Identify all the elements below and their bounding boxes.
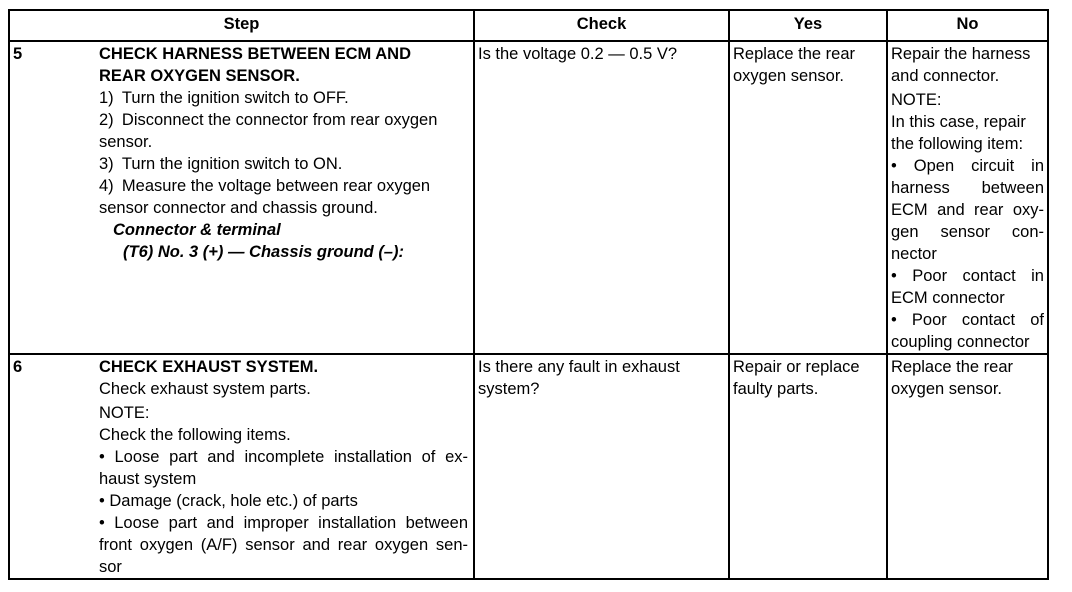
yes-cell: Replace the rear oxygen sensor.	[729, 41, 887, 354]
check-cell: Is there any fault in exhaust system?	[474, 354, 729, 579]
connector-title: Connector & terminal	[113, 221, 281, 239]
step-title: REAR OXYGEN SENSOR.	[99, 67, 300, 85]
no-main: Repair the harness and connector.	[891, 45, 1031, 85]
note-intro: In this case, repair the following item:	[891, 113, 1026, 153]
step-cell	[9, 354, 474, 579]
note-item: • Open circuit in harness between ECM and rear oxy-gen sensor con-nector	[891, 157, 1044, 263]
step-body	[99, 356, 470, 578]
note-item: • Loose part and improper installation between front oxygen (A/F) sensor and rear oxygen sen-sor	[99, 514, 468, 576]
note-item: • Poor contact in ECM connector	[891, 267, 1044, 307]
connector-spec: (T6) No. 3 (+) — Chassis ground (–):	[123, 243, 404, 261]
note-intro: Check the following items.	[99, 426, 291, 444]
step-number: 5	[13, 45, 23, 63]
instruction: 1) Turn the ignition switch to OFF.	[99, 89, 349, 107]
header-yes: Yes	[729, 10, 887, 41]
step-title: CHECK HARNESS BETWEEN ECM AND	[99, 45, 411, 63]
header-step: Step	[9, 10, 474, 41]
step-number: 6	[13, 358, 23, 376]
no-cell	[887, 41, 1048, 354]
check-cell: Is the voltage 0.2 — 0.5 V?	[474, 41, 729, 354]
note-item: • Poor contact of coupling connector	[891, 311, 1044, 351]
note-label: NOTE:	[99, 404, 150, 422]
instruction: 3) Turn the ignition switch to ON.	[99, 155, 343, 173]
header-check: Check	[474, 10, 729, 41]
note-item: • Loose part and incomplete installation of ex-haust system	[99, 448, 468, 488]
yes-cell: Repair or replace faulty parts.	[729, 354, 887, 579]
step-cell	[9, 41, 474, 354]
note-label: NOTE:	[891, 91, 942, 109]
diagnostic-table	[8, 9, 1049, 580]
step-title: CHECK EXHAUST SYSTEM.	[99, 358, 319, 376]
no-cell: Replace the rear oxygen sensor.	[887, 354, 1048, 579]
table-row	[9, 354, 1048, 579]
note-item: • Damage (crack, hole etc.) of parts	[99, 492, 358, 510]
header-no: No	[887, 10, 1048, 41]
header-row	[9, 10, 1048, 41]
instruction: 4) Measure the voltage between rear oxygen sensor connector and chassis ground.	[99, 177, 431, 217]
step-intro: Check exhaust system parts.	[99, 380, 311, 398]
table-row	[9, 41, 1048, 354]
step-body	[99, 43, 470, 263]
instruction: 2) Disconnect the connector from rear oxygen sensor.	[99, 111, 438, 151]
